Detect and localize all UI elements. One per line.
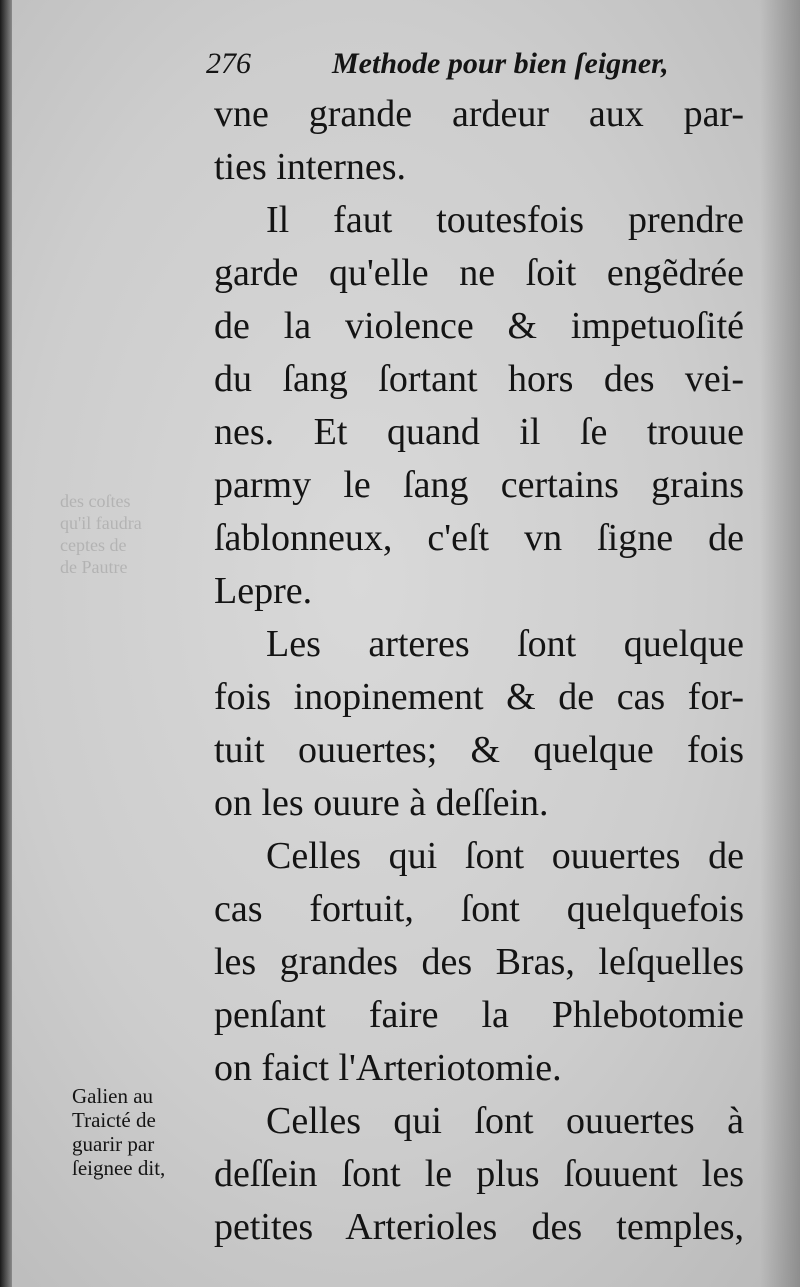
running-head bbox=[206, 44, 746, 84]
text-line: penſant faire la Phlebotomie bbox=[214, 994, 744, 1036]
text-line: on faict l'Arteriotomie. bbox=[214, 1047, 562, 1089]
margin-note-line: Traicté de bbox=[72, 1108, 156, 1132]
paragraph-start-line: Les arteres ſont quelque bbox=[266, 623, 744, 665]
margin-note bbox=[72, 1084, 212, 1180]
text-line: ties internes. bbox=[214, 146, 407, 188]
margin-note-line: Galien au bbox=[72, 1084, 154, 1108]
body-text bbox=[214, 88, 744, 1254]
text-line: de la violence & impetuoſité bbox=[214, 305, 744, 347]
text-line: garde qu'elle ne ſoit engẽdrée bbox=[214, 252, 744, 294]
running-title: Methode pour bien ſeigner, bbox=[332, 47, 669, 80]
text-line: ſablonneux, c'eſt vn ſigne de bbox=[214, 517, 744, 559]
show-through-bleed: des coſtes qu'il faudra ceptes de de Pautre bbox=[60, 491, 142, 577]
margin-note-line: guarir par bbox=[72, 1132, 155, 1156]
text-line: vne grande ardeur aux par- bbox=[214, 93, 744, 135]
text-line: du ſang ſortant hors des vei- bbox=[214, 358, 744, 400]
text-line: petites Arterioles des temples, bbox=[214, 1206, 744, 1248]
binding-shadow bbox=[0, 0, 12, 1287]
paragraph-start-line: Celles qui ſont ouuertes à bbox=[266, 1100, 744, 1142]
text-line: deſſein ſont le plus ſouuent les bbox=[214, 1153, 744, 1195]
paragraph-start-line: Celles qui ſont ouuertes de bbox=[266, 835, 744, 877]
margin-note-line: ſeignee dit, bbox=[72, 1156, 166, 1180]
page-edge-shadow bbox=[760, 0, 800, 1287]
text-line: Lepre. bbox=[214, 570, 313, 612]
text-line: cas fortuit, ſont quelquefois bbox=[214, 888, 744, 930]
text-line: parmy le ſang certains grains bbox=[214, 464, 744, 506]
text-line: nes. Et quand il ſe trouue bbox=[214, 411, 744, 453]
text-line: tuit ouuertes; & quelque fois bbox=[214, 729, 744, 771]
text-line: fois inopinement & de cas for- bbox=[214, 676, 744, 718]
page-number: 276 bbox=[206, 47, 251, 80]
paragraph-start-line: Il faut toutesfois prendre bbox=[266, 199, 744, 241]
text-line: on les ouure à deſſein. bbox=[214, 782, 549, 824]
text-line: les grandes des Bras, leſquelles bbox=[214, 941, 744, 983]
